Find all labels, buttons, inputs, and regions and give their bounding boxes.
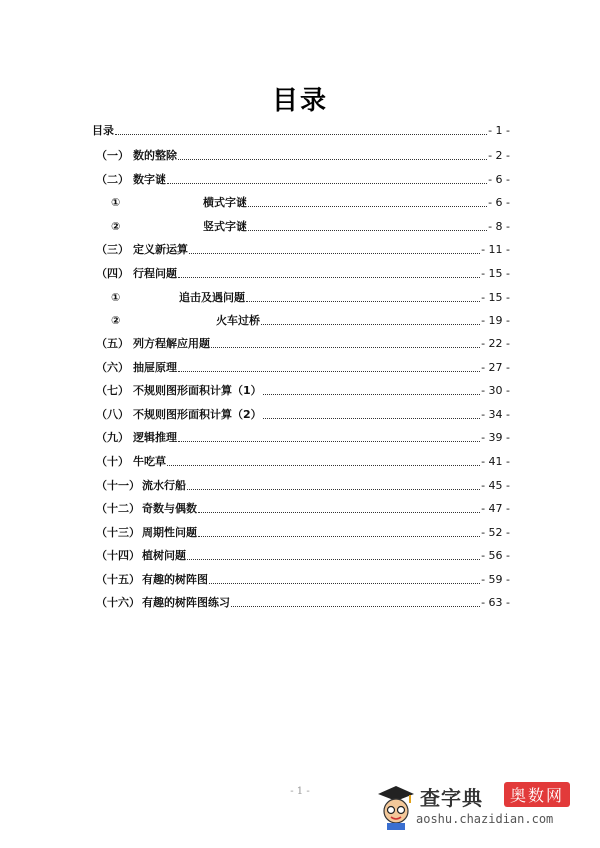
toc-entry-label: 行程问题	[133, 267, 177, 280]
toc-entry-label: 不规则图形面积计算（2）	[133, 408, 262, 421]
toc-page-number: - 45 -	[481, 478, 510, 492]
toc-entry-number: （三）	[96, 243, 129, 256]
toc-page-number: - 47 -	[481, 501, 510, 515]
toc-leader	[261, 324, 480, 325]
toc-leader	[231, 606, 480, 607]
footer-page-number: - 1 -	[290, 786, 310, 797]
toc-entry-label: 列方程解应用题	[133, 337, 210, 350]
toc-entry[interactable]	[111, 216, 510, 236]
toc-page-number: - 6 -	[488, 195, 510, 209]
toc-entry[interactable]	[96, 145, 510, 165]
toc-leader	[263, 394, 480, 395]
toc-entry[interactable]	[96, 357, 510, 377]
toc-page-number: - 22 -	[481, 336, 510, 350]
toc-page-number: - 41 -	[481, 454, 510, 468]
toc-entry[interactable]	[96, 545, 510, 565]
toc-page-number: - 6 -	[488, 172, 510, 186]
toc-entry[interactable]	[96, 263, 510, 283]
toc-leader	[167, 183, 487, 184]
toc-entry-label: 奇数与偶数	[142, 502, 197, 515]
toc-entry-label: 数字谜	[133, 173, 166, 186]
toc-leader	[178, 371, 480, 372]
toc-page-number: - 59 -	[481, 572, 510, 586]
toc-entry[interactable]	[96, 569, 510, 589]
page-title: 目录	[271, 86, 328, 116]
toc-page-number: - 15 -	[481, 290, 510, 304]
toc-page-number: - 39 -	[481, 430, 510, 444]
toc-entry-label: 牛吃草	[133, 455, 166, 468]
toc-entry-number: （九）	[96, 431, 129, 444]
toc-page-number: - 15 -	[481, 266, 510, 280]
toc-entry-number: （十一）	[96, 479, 140, 492]
toc-page-number: - 30 -	[481, 383, 510, 397]
toc-entry[interactable]	[96, 333, 510, 353]
toc-leader	[248, 230, 487, 231]
toc-entry-label: 流水行船	[142, 479, 186, 492]
toc-entry-label: 有趣的树阵图	[142, 573, 208, 586]
toc-page-number: - 2 -	[488, 148, 510, 162]
toc-leader	[115, 134, 487, 135]
toc-entry-label: 追击及遇问题	[179, 291, 245, 304]
toc-entry-number: （十二）	[96, 502, 140, 515]
mascot-icon	[376, 784, 416, 830]
toc-entry[interactable]	[96, 522, 510, 542]
watermark-tag: 奥数网	[504, 782, 570, 807]
toc-entry-label: 逻辑推理	[133, 431, 177, 444]
toc-leader	[189, 253, 480, 254]
toc-entry-number: （六）	[96, 361, 129, 374]
toc-leader	[187, 489, 480, 490]
toc-entry-label: 抽屉原理	[133, 361, 177, 374]
toc-entry-number: （十五）	[96, 573, 140, 586]
toc-leader	[198, 536, 480, 537]
watermark-url: aoshu.chazidian.com	[416, 812, 554, 826]
toc-page-number: - 34 -	[481, 407, 510, 421]
toc-page-number: - 52 -	[481, 525, 510, 539]
toc-entry-number: （一）	[96, 149, 129, 162]
toc-entry-label: 植树问题	[142, 549, 186, 562]
toc-entry[interactable]	[96, 239, 510, 259]
toc-entry[interactable]	[96, 498, 510, 518]
toc-entry-number: （十四）	[96, 549, 140, 562]
toc-entry-label: 数的整除	[133, 149, 177, 162]
toc-entry[interactable]	[92, 120, 510, 140]
toc-page-number: - 8 -	[488, 219, 510, 233]
toc-entry-label: 横式字谜	[203, 196, 247, 209]
toc-leader	[178, 159, 487, 160]
toc-leader	[178, 441, 480, 442]
toc-entry-number: ②	[111, 313, 121, 327]
toc-entry[interactable]	[96, 380, 510, 400]
toc-page-number: - 1 -	[488, 123, 510, 137]
toc-entry-number: （十三）	[96, 526, 140, 539]
toc-entry-label: 目录	[92, 124, 114, 137]
toc-leader	[246, 301, 480, 302]
toc-leader	[187, 559, 480, 560]
toc-page-number: - 27 -	[481, 360, 510, 374]
toc-leader	[209, 583, 480, 584]
toc-entry-number: （十六）	[96, 596, 140, 609]
toc-entry-label: 周期性问题	[142, 526, 197, 539]
toc-entry-number: ①	[111, 290, 121, 304]
toc-entry-label: 不规则图形面积计算（1）	[133, 384, 262, 397]
toc-entry[interactable]	[96, 592, 510, 612]
toc-page-number: - 56 -	[481, 548, 510, 562]
toc-entry-label: 火车过桥	[216, 314, 260, 327]
toc-leader	[211, 347, 480, 348]
toc-leader	[178, 277, 480, 278]
toc-page-number: - 63 -	[481, 595, 510, 609]
toc-entry-label: 定义新运算	[133, 243, 188, 256]
toc-entry-number: （八）	[96, 408, 129, 421]
toc-entry-label: 有趣的树阵图练习	[142, 596, 230, 609]
toc-entry-number: （十）	[96, 455, 129, 468]
toc-entry-number: （二）	[96, 173, 129, 186]
toc-entry[interactable]	[111, 287, 510, 307]
toc-leader	[167, 465, 480, 466]
toc-entry[interactable]	[96, 475, 510, 495]
watermark	[376, 778, 596, 840]
toc-entry-number: ②	[111, 219, 121, 233]
toc-entry[interactable]	[96, 169, 510, 189]
toc-entry[interactable]	[96, 404, 510, 424]
toc-entry[interactable]	[96, 451, 510, 471]
toc-entry[interactable]	[96, 427, 510, 447]
toc-page-number: - 19 -	[481, 313, 510, 327]
toc-leader	[263, 418, 480, 419]
toc-entry-label: 竖式字谜	[203, 220, 247, 233]
toc-entry-number: （五）	[96, 337, 129, 350]
toc-entry-number: （四）	[96, 267, 129, 280]
toc-leader	[248, 206, 487, 207]
toc-leader	[198, 512, 480, 513]
toc-page-number: - 11 -	[481, 242, 510, 256]
toc-entry[interactable]	[111, 192, 510, 212]
toc-entry-number: ①	[111, 195, 121, 209]
toc-entry-number: （七）	[96, 384, 129, 397]
toc-entry[interactable]	[111, 310, 510, 330]
watermark-brand: 查字典	[420, 786, 483, 810]
